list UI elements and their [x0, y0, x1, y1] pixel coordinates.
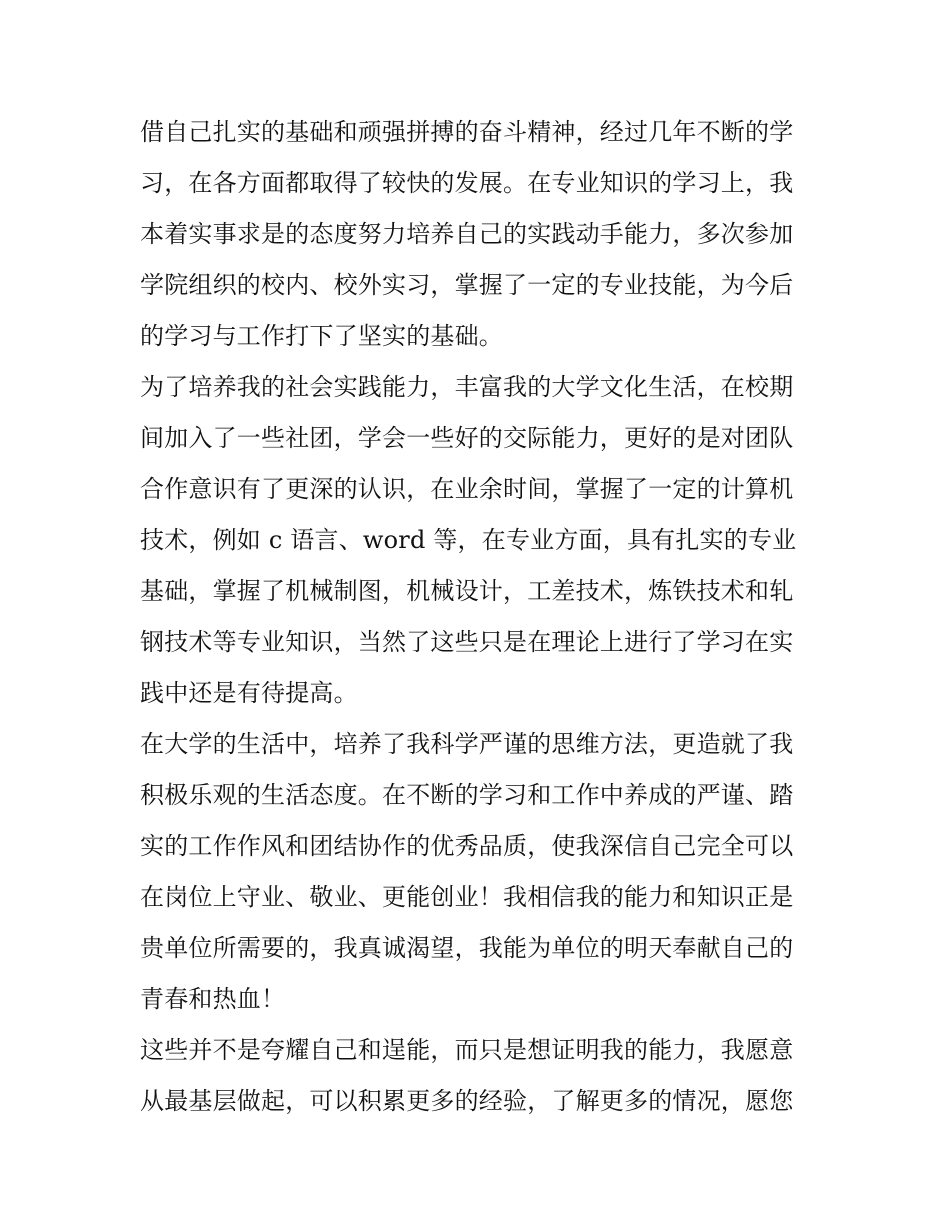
- text-line-7: 间加入了一些社团，学会一些好的交际能力，更好的是对团队: [140, 424, 794, 452]
- text-line-11: 钢技术等专业知识，当然了这些只是在理论上进行了学习在实: [140, 628, 794, 656]
- text-line-17: 贵单位所需要的，我真诚渴望，我能为单位的明天奉献自己的: [140, 934, 794, 962]
- document-body: [140, 107, 830, 1127]
- text-line-16: 在岗位上守业、敬业、更能创业！我相信我的能力和知识正是: [140, 883, 794, 911]
- text-line-5: 的学习与工作打下了坚实的基础。: [140, 322, 503, 350]
- text-line-13: 在大学的生活中，培养了我科学严谨的思维方法，更造就了我: [140, 730, 794, 758]
- text-line-6: 为了培养我的社会实践能力，丰富我的大学文化生活，在校期: [140, 373, 794, 401]
- text-line-9: 技术，例如 c 语言、word 等，在专业方面，具有扎实的专业: [140, 526, 797, 554]
- text-line-10: 基础，掌握了机械制图，机械设计，工差技术，炼铁技术和轧: [140, 577, 794, 605]
- text-line-18: 青春和热血！: [140, 985, 286, 1013]
- text-line-1: 借自己扎实的基础和顽强拼搏的奋斗精神，经过几年不断的学: [140, 118, 794, 146]
- text-line-20: 从最基层做起，可以积累更多的经验，了解更多的情况，愿您: [140, 1087, 794, 1115]
- text-line-15: 实的工作作风和团结协作的优秀品质，使我深信自己完全可以: [140, 832, 794, 860]
- text-line-4: 学院组织的校内、校外实习，掌握了一定的专业技能，为今后: [140, 271, 794, 299]
- text-line-8: 合作意识有了更深的认识，在业余时间，掌握了一定的计算机: [140, 475, 794, 503]
- text-line-2: 习，在各方面都取得了较快的发展。在专业知识的学习上，我: [140, 169, 794, 197]
- text-line-19: 这些并不是夸耀自己和逞能，而只是想证明我的能力，我愿意: [140, 1036, 794, 1064]
- text-line-3: 本着实事求是的态度努力培养自己的实践动手能力，多次参加: [140, 220, 794, 248]
- text-line-14: 积极乐观的生活态度。在不断的学习和工作中养成的严谨、踏: [140, 781, 794, 809]
- text-line-12: 践中还是有待提高。: [140, 679, 358, 707]
